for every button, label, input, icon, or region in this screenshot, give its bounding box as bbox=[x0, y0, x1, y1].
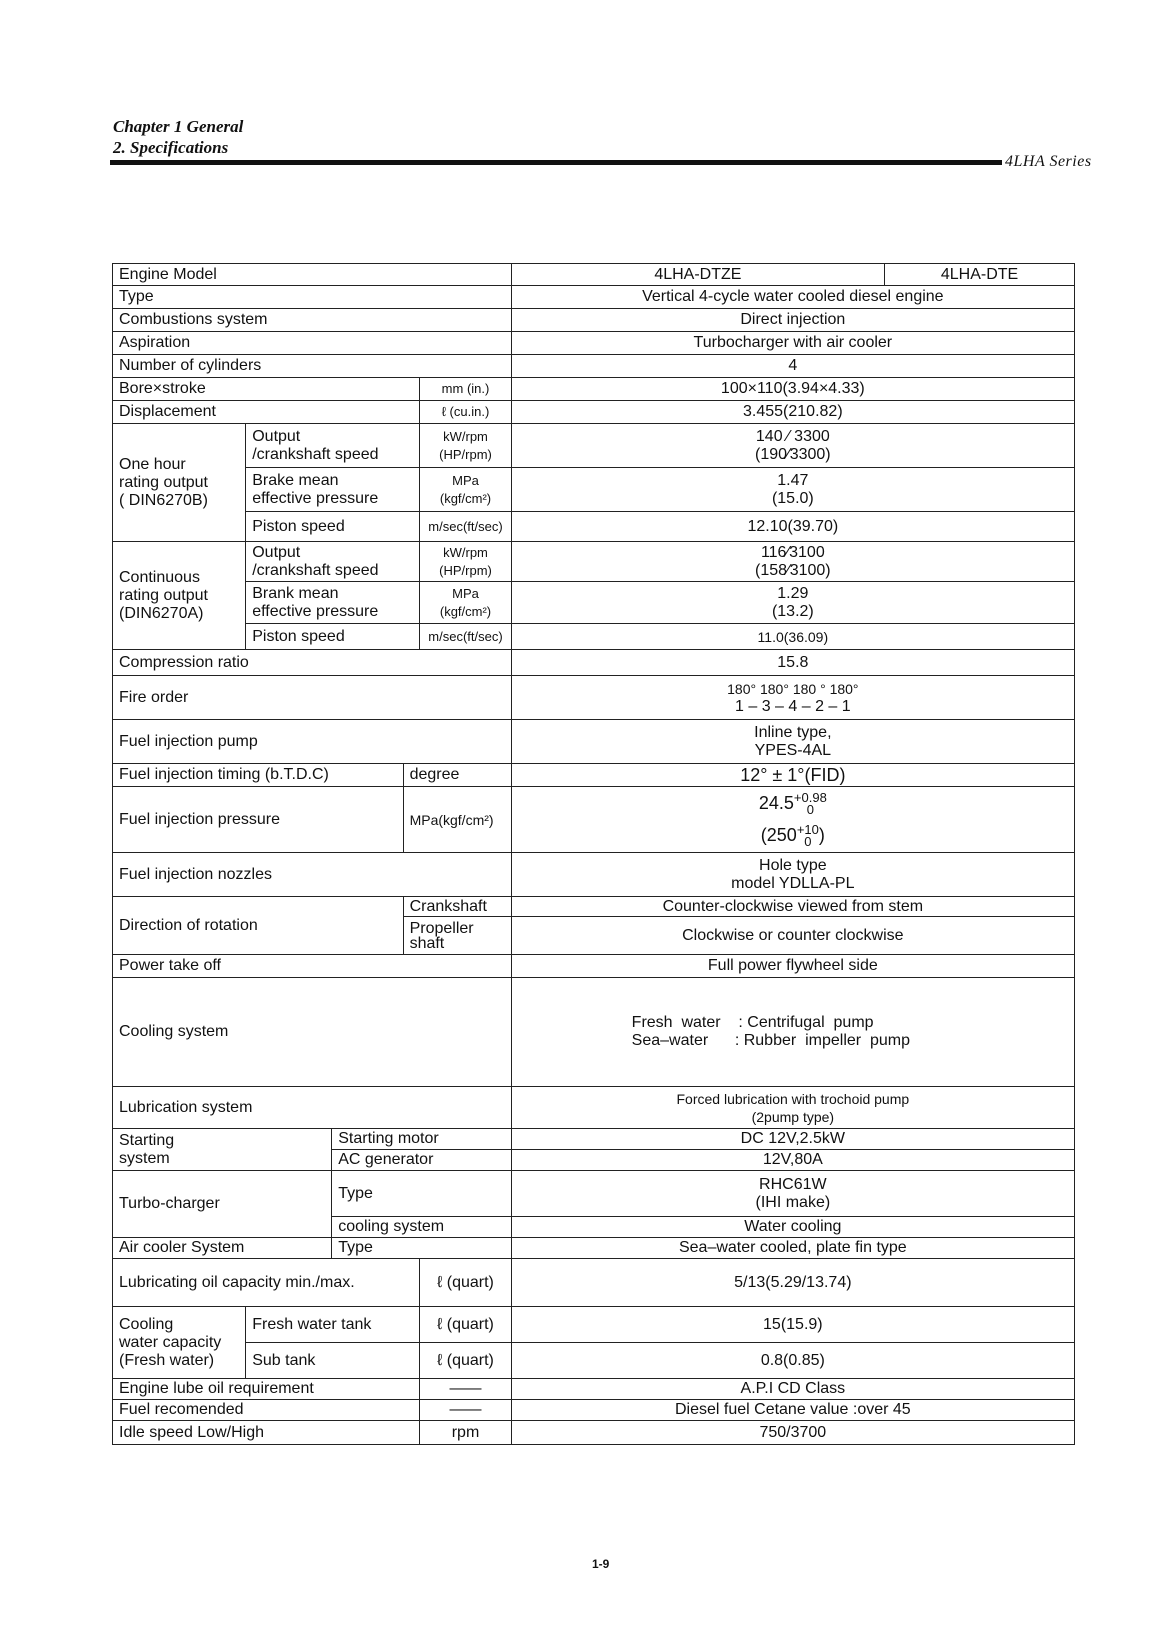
sub-label: Piston speed bbox=[246, 624, 420, 650]
row-value: A.P.I CD Class bbox=[511, 1379, 1074, 1400]
section-title: 2. Specifications bbox=[113, 138, 229, 157]
row-value: 750/3700 bbox=[511, 1421, 1074, 1445]
sub-value: 116⁄3100 (158⁄3100) bbox=[511, 542, 1074, 582]
row-value: Direct injection bbox=[511, 309, 1074, 332]
model-1: 4LHA-DTZE bbox=[511, 264, 884, 286]
sub-label: cooling system bbox=[332, 1217, 511, 1238]
table-row bbox=[113, 1379, 1075, 1400]
sub-label: Type bbox=[332, 1171, 511, 1217]
row-value: 15.8 bbox=[511, 650, 1074, 676]
row-label: Engine lube oil requirement bbox=[113, 1379, 420, 1400]
row-label: Direction of rotation bbox=[113, 897, 404, 955]
table-row bbox=[113, 264, 1075, 286]
row-value: 3.455(210.82) bbox=[511, 401, 1074, 424]
sub-value: 0.8(0.85) bbox=[511, 1343, 1074, 1379]
row-label: Number of cylinders bbox=[113, 355, 512, 378]
table-row bbox=[113, 378, 1075, 401]
table-row bbox=[113, 1238, 1075, 1259]
model-2: 4LHA-DTE bbox=[885, 264, 1075, 286]
table-row bbox=[113, 332, 1075, 355]
sub-label: Piston speed bbox=[246, 512, 420, 542]
sub-value: Clockwise or counter clockwise bbox=[511, 917, 1074, 955]
continuous-label: Continuous rating output (DIN6270A) bbox=[113, 542, 246, 650]
row-value: 5/13(5.29/13.74) bbox=[511, 1259, 1074, 1307]
table-row bbox=[113, 1421, 1075, 1445]
table-row bbox=[113, 624, 1075, 650]
row-label: Compression ratio bbox=[113, 650, 512, 676]
series-label: 4LHA Series bbox=[1005, 153, 1092, 170]
row-value: Vertical 4-cycle water cooled diesel engine bbox=[511, 286, 1074, 309]
sub-unit: kW/rpm (HP/rpm) bbox=[420, 542, 511, 582]
row-label: Cooling water capacity (Fresh water) bbox=[113, 1307, 246, 1379]
table-row bbox=[113, 720, 1075, 764]
table-row bbox=[113, 897, 1075, 917]
row-value: Forced lubrication with trochoid pump (2pump type) bbox=[511, 1087, 1074, 1129]
table-row bbox=[113, 468, 1075, 512]
row-label: Power take off bbox=[113, 955, 512, 978]
row-label: Bore×stroke bbox=[113, 378, 420, 401]
row-value: Turbocharger with air cooler bbox=[511, 332, 1074, 355]
sub-value: 11.0(36.09) bbox=[511, 624, 1074, 650]
row-label: Engine Model bbox=[113, 264, 512, 286]
row-label: Lubricating oil capacity min./max. bbox=[113, 1259, 420, 1307]
sub-value: RHC61W (IHI make) bbox=[511, 1171, 1074, 1217]
sub-unit: ℓ (quart) bbox=[420, 1343, 511, 1379]
table-row bbox=[113, 955, 1075, 978]
row-unit: degree bbox=[403, 764, 511, 787]
header-rule bbox=[110, 160, 1002, 165]
row-label: Type bbox=[113, 286, 512, 309]
row-label: Cooling system bbox=[113, 978, 512, 1087]
row-unit: rpm bbox=[420, 1421, 511, 1445]
sub-label: Output /crankshaft speed bbox=[246, 424, 420, 468]
table-row bbox=[113, 512, 1075, 542]
table-row bbox=[113, 978, 1075, 1087]
row-value: 12° ± 1°(FID) bbox=[511, 764, 1074, 787]
row-unit: —— bbox=[420, 1379, 511, 1400]
page-number: 1-9 bbox=[592, 1557, 610, 1571]
table-row bbox=[113, 1400, 1075, 1421]
row-label: Fuel injection pressure bbox=[113, 787, 404, 853]
table-row bbox=[113, 1087, 1075, 1129]
sub-label: Sub tank bbox=[246, 1343, 420, 1379]
sub-value: 1.47 (15.0) bbox=[511, 468, 1074, 512]
row-label: Fire order bbox=[113, 676, 512, 720]
table-row bbox=[113, 1259, 1075, 1307]
row-label: Lubrication system bbox=[113, 1087, 512, 1129]
row-unit: ℓ (quart) bbox=[420, 1259, 511, 1307]
row-value: 4 bbox=[511, 355, 1074, 378]
table-row bbox=[113, 1343, 1075, 1379]
one-hour-label: One hour rating output ( DIN6270B) bbox=[113, 424, 246, 542]
sub-value: 12.10(39.70) bbox=[511, 512, 1074, 542]
table-row bbox=[113, 309, 1075, 332]
row-value: 100×110(3.94×4.33) bbox=[511, 378, 1074, 401]
chapter-title: Chapter 1 General bbox=[113, 117, 244, 136]
sub-value: 1.29 (13.2) bbox=[511, 582, 1074, 624]
row-value: Sea–water cooled, plate fin type bbox=[511, 1238, 1074, 1259]
row-label: Fuel injection nozzles bbox=[113, 853, 512, 897]
table-row bbox=[113, 424, 1075, 468]
table-row bbox=[113, 787, 1075, 853]
table-row bbox=[113, 1129, 1075, 1150]
table-row bbox=[113, 582, 1075, 624]
sub-unit: kW/rpm (HP/rpm) bbox=[420, 424, 511, 468]
row-label: Turbo-charger bbox=[113, 1171, 332, 1238]
row-unit: mm (in.) bbox=[420, 378, 511, 401]
sub-label: Brank mean effective pressure bbox=[246, 582, 420, 624]
sub-value: 15(15.9) bbox=[511, 1307, 1074, 1343]
row-label: Air cooler System bbox=[113, 1238, 332, 1259]
table-row bbox=[113, 401, 1075, 424]
fire-order-value: 180° 180° 180 ° 180° 1 – 3 – 4 – 2 – 1 bbox=[511, 676, 1074, 720]
table-row bbox=[113, 355, 1075, 378]
sub-unit: MPa (kgf/cm²) bbox=[420, 468, 511, 512]
spec-table bbox=[112, 263, 1075, 1445]
row-value: Hole type model YDLLA-PL bbox=[511, 853, 1074, 897]
row-label: Fuel recomended bbox=[113, 1400, 420, 1421]
row-value: Full power flywheel side bbox=[511, 955, 1074, 978]
injection-pressure-value: 24.5+0.98 0 (250+10 0 ) bbox=[511, 787, 1074, 853]
sub-label: Propeller shaft bbox=[403, 917, 511, 955]
row-unit: —— bbox=[420, 1400, 511, 1421]
row-label: Aspiration bbox=[113, 332, 512, 355]
row-label: Displacement bbox=[113, 401, 420, 424]
sub-unit: ℓ (quart) bbox=[420, 1307, 511, 1343]
sub-label: Crankshaft bbox=[403, 897, 511, 917]
row-label: Fuel injection timing (b.T.D.C) bbox=[113, 764, 404, 787]
sub-label: Brake mean effective pressure bbox=[246, 468, 420, 512]
sub-label: Output /crankshaft speed bbox=[246, 542, 420, 582]
row-value: Fresh water : Centrifugal pump Sea–water : Rubber impeller pump bbox=[511, 978, 1074, 1087]
table-row bbox=[113, 286, 1075, 309]
row-label: Idle speed Low/High bbox=[113, 1421, 420, 1445]
sub-value: DC 12V,2.5kW bbox=[511, 1129, 1074, 1150]
table-row bbox=[113, 764, 1075, 787]
row-unit: MPa(kgf/cm²) bbox=[403, 787, 511, 853]
sub-value: 12V,80A bbox=[511, 1150, 1074, 1171]
table-row bbox=[113, 1307, 1075, 1343]
row-value: Diesel fuel Cetane value :over 45 bbox=[511, 1400, 1074, 1421]
table-row bbox=[113, 1171, 1075, 1217]
sub-label: Fresh water tank bbox=[246, 1307, 420, 1343]
row-unit: ℓ (cu.in.) bbox=[420, 401, 511, 424]
chapter-header bbox=[113, 116, 243, 158]
sub-label: AC generator bbox=[332, 1150, 511, 1171]
row-label: Combustions system bbox=[113, 309, 512, 332]
sub-label: Type bbox=[332, 1238, 511, 1259]
table-row bbox=[113, 853, 1075, 897]
table-row bbox=[113, 650, 1075, 676]
sub-unit: m/sec(ft/sec) bbox=[420, 512, 511, 542]
row-label: Fuel injection pump bbox=[113, 720, 512, 764]
table-row bbox=[113, 676, 1075, 720]
sub-unit: MPa (kgf/cm²) bbox=[420, 582, 511, 624]
table-row bbox=[113, 542, 1075, 582]
sub-value: 140 ⁄ 3300 (190⁄3300) bbox=[511, 424, 1074, 468]
sub-value: Counter-clockwise viewed from stem bbox=[511, 897, 1074, 917]
row-label: Starting system bbox=[113, 1129, 332, 1171]
sub-unit: m/sec(ft/sec) bbox=[420, 624, 511, 650]
sub-label: Starting motor bbox=[332, 1129, 511, 1150]
row-value: Inline type, YPES-4AL bbox=[511, 720, 1074, 764]
sub-value: Water cooling bbox=[511, 1217, 1074, 1238]
